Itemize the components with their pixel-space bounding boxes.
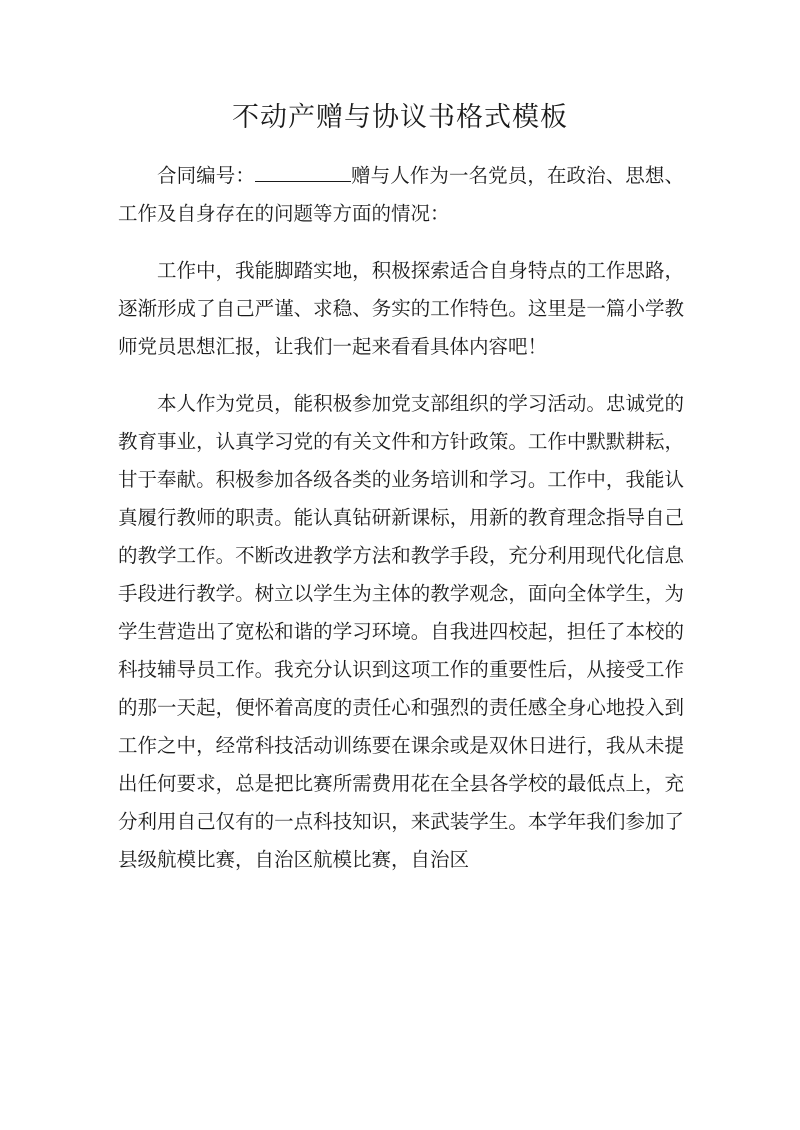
contract-number-label: 合同编号：: [157, 164, 255, 187]
party-member-paragraph: 本人作为党员，能积极参加党支部组织的学习活动。忠诚党的教育事业，认真学习党的有关文件和方针政策。工作中默默耕耘，甘于奉献。积极参加各级各类的业务培训和学习。工作中，我能认真履行教师的职责。能认真钻研新课标，用新的教育理念指导自己的教学工作。不断改进教学方法和教学手段，充分利用现代化信息手段进行教学。树立以学生为主体的教学观念，面向全体学生，为学生营造出了宽松和谐的学习环境。自我进四校起，担任了本校的科技辅导员工作。我充分认识到这项工作的重要性后，从接受工作的那一天起，便怀着高度的责任心和强烈的责任感全身心地投入到工作之中，经常科技活动训练要在课余或是双休日进行，我从未提出任何要求，总是把比赛所需费用花在全县各学校的最低点上，充分利用自己仅有的一点科技知识，来武装学生。本学年我们参加了县级航模比赛，自治区航模比赛，自治区: [118, 392, 684, 871]
document-body: [118, 157, 684, 879]
document-title: 不动产赠与协议书格式模板: [232, 102, 568, 133]
intro-text: 赠与人作为一名党员，在政治、思想、工作及自身存在的问题等方面的情况：: [118, 164, 684, 225]
work-paragraph: 工作中，我能脚踏实地，积极探索适合自身特点的工作思路，逐渐形成了自己严谨、求稳、务实的工作特色。这里是一篇小学教师党员思想汇报，让我们一起来看看具体内容吧！: [118, 259, 684, 358]
intro-paragraph: [118, 157, 684, 233]
contract-number-blank: [255, 159, 351, 182]
